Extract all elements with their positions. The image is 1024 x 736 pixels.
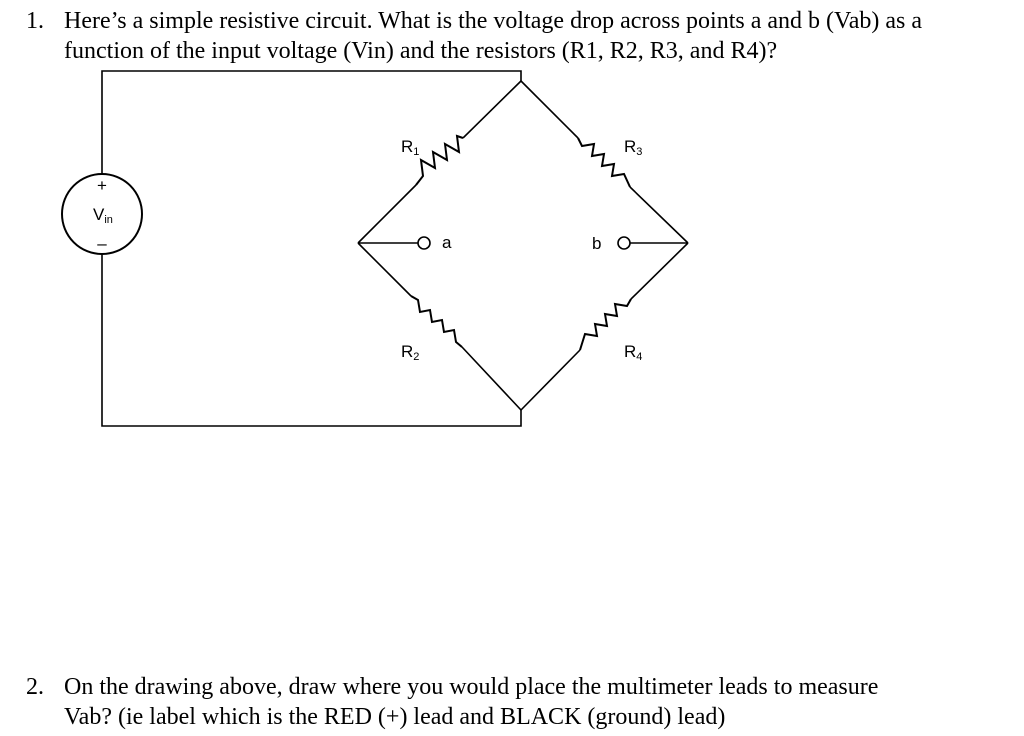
wire-bottom-right xyxy=(521,350,580,410)
wire-mid-right-lower xyxy=(631,243,688,299)
node-a-label: a xyxy=(442,233,452,252)
question-number: 2. xyxy=(26,674,44,700)
label-r4-letter: R xyxy=(624,342,637,361)
source-plus-sign: + xyxy=(97,176,107,195)
question-line: On the drawing above, draw where you would place the multimeter leads to measure xyxy=(64,674,879,700)
node-b-label: b xyxy=(592,234,602,253)
label-r3-letter: R xyxy=(624,137,637,156)
wire-top-right xyxy=(521,81,578,138)
terminal-a xyxy=(418,237,430,249)
label-r1 xyxy=(401,137,419,158)
source-label-letter: V xyxy=(93,205,105,224)
label-r2-subscript: 2 xyxy=(413,351,420,363)
label-r2 xyxy=(401,342,419,363)
question-number: 1. xyxy=(26,8,44,34)
label-r4-subscript: 4 xyxy=(636,351,643,363)
question-line: function of the input voltage (Vin) and the resistors (R1, R2, R3, and R4)? xyxy=(64,38,778,64)
resistor-r2 xyxy=(411,296,462,347)
top-wire xyxy=(102,71,521,174)
wire-bottom-left xyxy=(462,347,521,410)
resistor-r3 xyxy=(578,138,630,187)
resistor-r1 xyxy=(416,136,463,185)
label-r1-letter: R xyxy=(401,137,414,156)
label-r3-subscript: 3 xyxy=(636,146,643,158)
wire-top-left xyxy=(463,81,521,138)
question-line: Here’s a simple resistive circuit. What is the voltage drop across points a and b (Vab) as a xyxy=(64,8,922,34)
label-r4 xyxy=(624,342,642,363)
source-label-subscript: in xyxy=(104,214,113,226)
question-line: Vab? (ie label which is the RED (+) lead and BLACK (ground) lead) xyxy=(64,704,726,730)
label-r1-subscript: 1 xyxy=(413,146,420,158)
terminal-b xyxy=(618,237,630,249)
label-r2-letter: R xyxy=(401,342,414,361)
question-text xyxy=(64,672,1014,732)
label-r3 xyxy=(624,137,642,158)
wire-mid-right-upper xyxy=(630,187,688,243)
source-minus-sign: – xyxy=(97,234,107,253)
wire-mid-left-lower xyxy=(358,243,411,296)
bottom-wire xyxy=(102,254,521,426)
wire-mid-left-upper xyxy=(358,185,416,243)
